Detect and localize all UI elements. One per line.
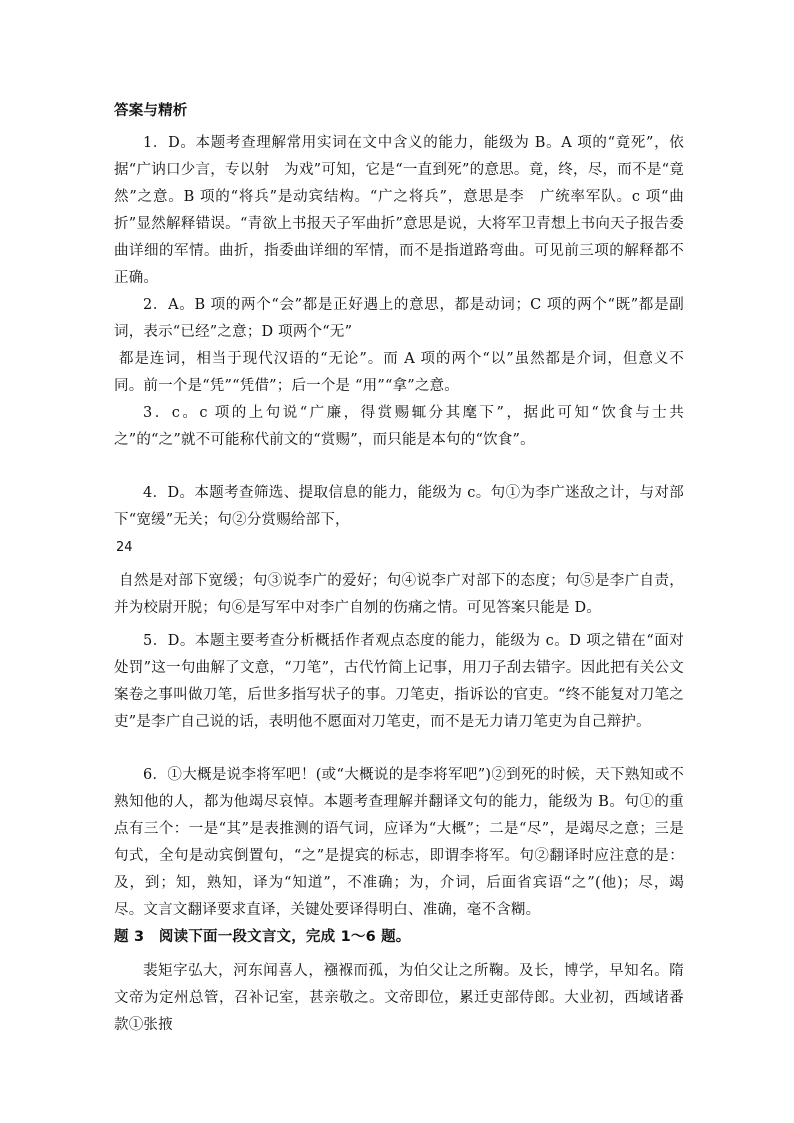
answer-4-continued: 自然是对部下宽缓；句③说李广的爱好；句④说李广对部下的态度；句⑤是李广自责，并为校尉开脱；句⑥是写军中对李广自刎的伤痛之情。可见答案只能是 D。 xyxy=(114,573,684,616)
answer-2: 2．A。B 项的两个“会”都是正好遇上的意思，都是动词；C 项的两个“既”都是副词，表示“已经”之意；D 项两个“无” xyxy=(114,297,684,340)
page-number: 24 xyxy=(116,540,133,555)
answer-2-continued: 都是连词，相当于现代汉语的“无论”。而 A 项的两个“以”虽然都是介词，但意义不同。前一个是“凭”“凭借”；后一个是 “用”“拿”之意。 xyxy=(114,351,684,394)
answer-5: 5．D。本题主要考查分析概括作者观点态度的能力，能级为 c。D 项之错在“面对处罚”这一句曲解了文意，“刀笔”，古代竹简上记事，用刀子刮去错字。因此把有关公文案卷之事叫做刀笔，后世多指写状子的事。刀笔吏，指诉讼的官吏。“终不能复对刀笔之吏”是李广自己说的话，表明他不愿面对刀笔吏，而不是无力请刀笔吏为自己辩护。 xyxy=(114,633,684,730)
question-heading: 题 3 阅读下面一段文言文，完成 1～6 题。 xyxy=(114,929,411,945)
answer-3: 3．c。c 项的上句说“广廉，得赏赐辄分其麾下”，据此可知“饮食与士共之”的“之”就不可能称代前文的“赏赐”，而只能是本句的“饮食”。 xyxy=(114,405,684,448)
answer-6: 6．①大概是说李将军吧！(或“大概说的是李将军吧”)②到死的时候，天下熟知或不熟知他的人，都为他竭尽哀悼。本题考查理解并翻译文句的能力，能级为 B。句①的重点有三个：一是“其”是表推测的语气词，应译为“大概”；二是“尽”，是竭尽之意；三是句式，全句是动宾倒置句，“之”是提宾的标志，即谓李将军。句②翻译时应注意的是：及，到；知，熟知，译为“知道”，不准确；为，介词，后面省宾语“之”(他)；尽，竭尽。文言文翻译要求直译，关键处要译得明白、准确，毫不含糊。 xyxy=(114,767,684,918)
passage-text: 裴矩字弘大，河东闻喜人，襁褓而孤，为伯父让之所鞠。及长，博学，早知名。隋文帝为定州总管，召补记室，甚亲敬之。文帝即位，累迁吏部侍郎。大业初，西域诸番款①张掖 xyxy=(114,963,684,1033)
answer-1: 1．D。本题考查理解常用实词在文中含义的能力，能级为 B。A 项的“竟死”，依据“广讷口少言，专以射 为戏”可知，它是“一直到死”的意思。竟，终，尽，而不是“竟然”之意。B 项的“将兵”是动宾结构。“广之将兵”，意思是李 广统率军队。c 项“曲折”显然解释错误。“青欲上书报天子军曲折”意思是说，大将军卫青想上书向天子报告委曲详细的军情。曲折，指委曲详细的军情，而不是指道路弯曲。可见前三项的解释都不正确。 xyxy=(114,135,684,286)
section-title: 答案与精析 xyxy=(114,103,188,119)
answer-4: 4．D。本题考查筛选、提取信息的能力，能级为 c。句①为李广迷敌之计，与对部下“宽缓”无关；句②分赏赐给部下， xyxy=(114,485,684,528)
